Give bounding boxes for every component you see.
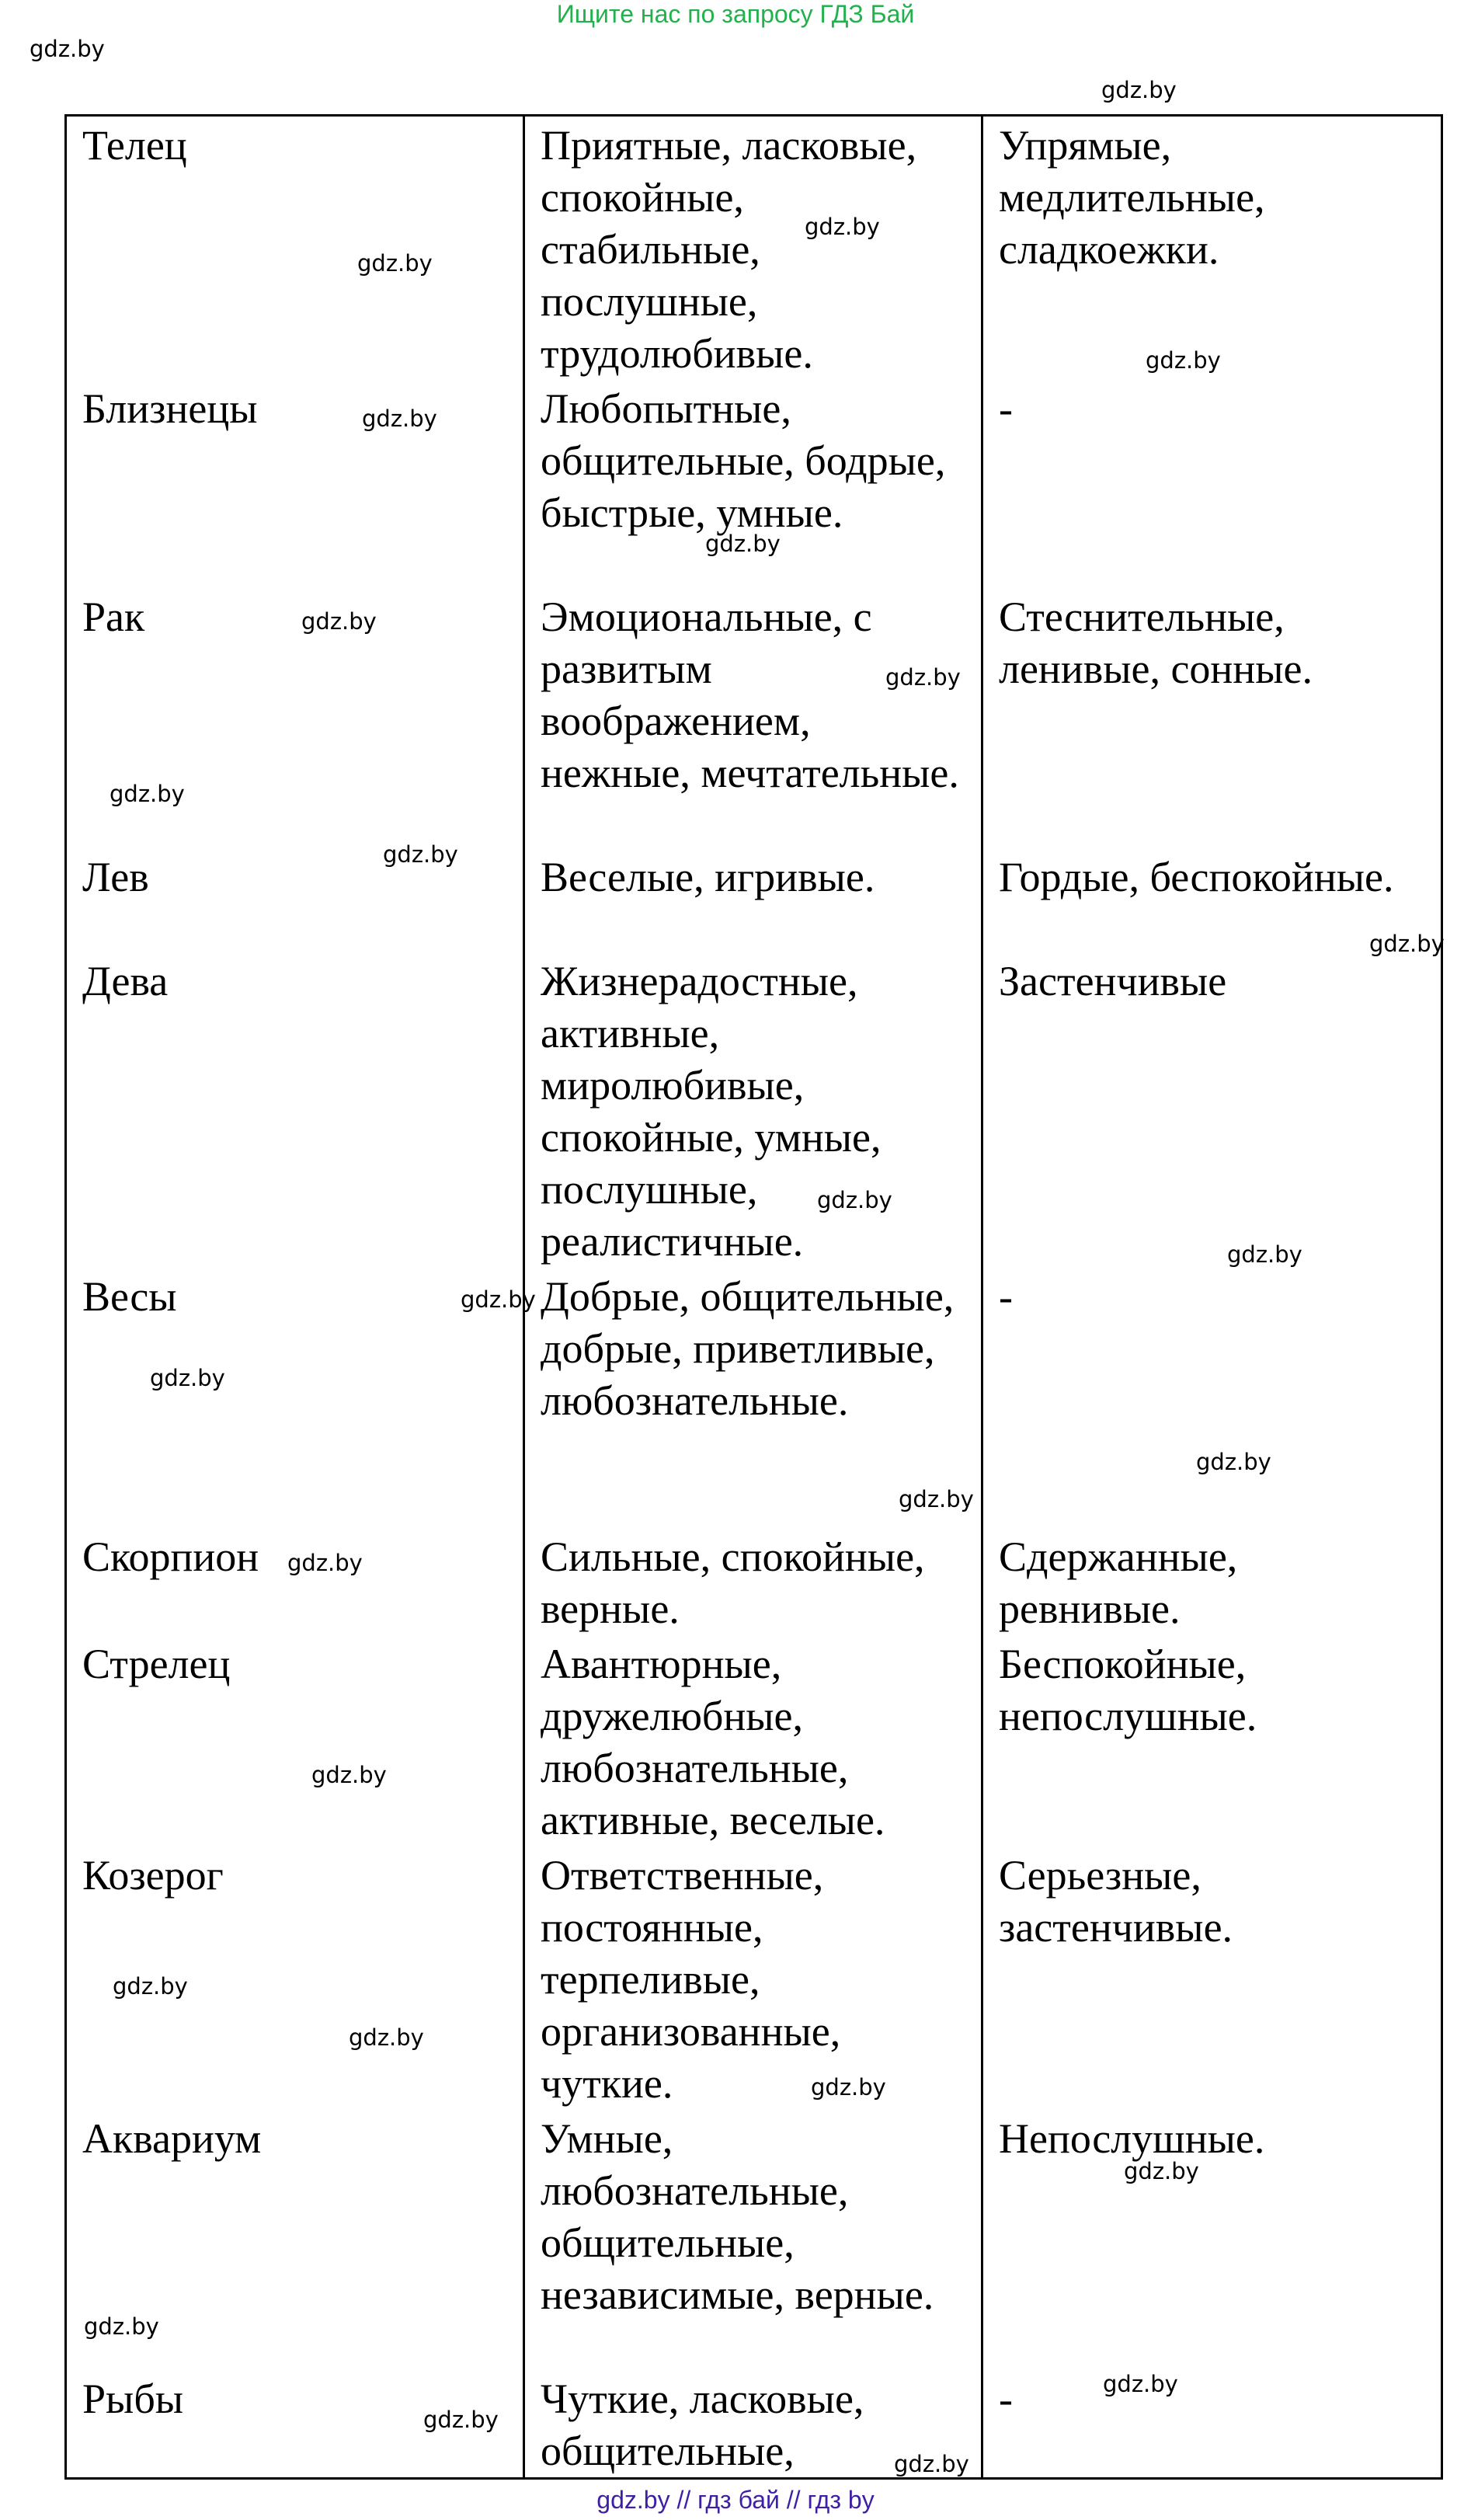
sign-cell: Телец [66,116,524,381]
watermark: gdz.by [1196,1449,1271,1475]
negative-traits-cell: - [982,1268,1442,1528]
table-row [66,1635,1442,1846]
table-row [66,2110,1442,2370]
table-row [66,2370,1442,2479]
sign-cell: Скорпион [66,1528,524,1635]
table-row [66,1268,1442,1528]
watermark: gdz.by [287,1550,363,1576]
watermark: gdz.by [301,608,377,635]
positive-traits-cell: Чуткие, ласковые, общительные, [524,2370,982,2479]
sign-cell: Рак [66,588,524,848]
watermark: gdz.by [1124,2158,1199,2184]
watermark: gdz.by [423,2407,499,2433]
watermark: gdz.by [705,531,781,557]
sign-cell: Близнецы [66,380,524,588]
watermark: gdz.by [1369,931,1445,957]
watermark: gdz.by [30,36,105,62]
watermark: gdz.by [1101,77,1177,103]
negative-traits-cell: - [982,380,1442,588]
watermark: gdz.by [150,1365,225,1391]
table-row [66,952,1442,1268]
positive-traits-cell: Сильные, спокойные, верные. [524,1528,982,1635]
positive-traits-cell: Умные, любознательные, общительные, независимые, верные. [524,2110,982,2370]
positive-traits-cell: Веселые, игривые. [524,848,982,952]
watermark: gdz.by [1146,347,1221,374]
table-row [66,116,1442,381]
negative-traits-cell: Гордые, беспокойные. [982,848,1442,952]
negative-traits-cell: Непослушные. [982,2110,1442,2370]
watermark: gdz.by [357,250,433,277]
watermark: gdz.by [113,1973,188,2000]
positive-traits-cell: Эмоциональные, с развитым воображением, нежные, мечтательные. [524,588,982,848]
sign-cell: Весы [66,1268,524,1528]
positive-traits-cell: Добрые, общительные, добрые, приветливые, любознательные. [524,1268,982,1528]
negative-traits-cell: Сдержанные, ревнивые. [982,1528,1442,1635]
negative-traits-cell: - [982,2370,1442,2479]
table-row [66,848,1442,952]
sign-cell: Лев [66,848,524,952]
watermark: gdz.by [349,2024,424,2051]
positive-traits-cell: Жизнерадостные, активные, миролюбивые, спокойные, умные, послушные, реалистичные. [524,952,982,1268]
watermark: gdz.by [1227,1241,1302,1268]
watermark: gdz.by [1103,2371,1178,2397]
sign-cell: Рыбы [66,2370,524,2479]
sign-cell: Козерог [66,1846,524,2110]
positive-traits-cell: Ответственные, постоянные, терпеливые, организованные, чуткие. [524,1846,982,2110]
negative-traits-cell: Стеснительные, ленивые, сонные. [982,588,1442,848]
table-row [66,588,1442,848]
top-banner[interactable]: Ищите нас по запросу ГДЗ Бай [556,0,915,28]
negative-traits-cell: Застенчивые [982,952,1442,1268]
zodiac-table [64,114,1443,2480]
watermark: gdz.by [110,781,185,807]
table-row [66,1846,1442,2110]
watermark: gdz.by [894,2451,969,2477]
positive-traits-cell: Авантюрные, дружелюбные, любознательные, активные, веселые. [524,1635,982,1846]
positive-traits-cell: Любопытные, общительные, бодрые, быстрые, умные. [524,380,982,588]
watermark: gdz.by [362,405,437,432]
watermark: gdz.by [383,841,458,868]
watermark: gdz.by [885,664,961,691]
table-row [66,1528,1442,1635]
watermark: gdz.by [899,1486,974,1512]
watermark: gdz.by [84,2313,159,2340]
footer-links[interactable]: gdz.by // гдз бай // гдз by [596,2486,875,2514]
watermark: gdz.by [461,1286,536,1313]
sign-cell: Стрелец [66,1635,524,1846]
watermark: gdz.by [805,214,880,240]
sign-cell: Дева [66,952,524,1268]
negative-traits-cell: Серьезные, застенчивые. [982,1846,1442,2110]
watermark: gdz.by [811,2074,886,2101]
negative-traits-cell: Упрямые, медлительные, сладкоежки. [982,116,1442,381]
negative-traits-cell: Беспокойные, непослушные. [982,1635,1442,1846]
watermark: gdz.by [817,1187,892,1213]
sign-cell: Аквариум [66,2110,524,2370]
positive-traits-cell: Приятные, ласковые, спокойные, стабильные, послушные, трудолюбивые. [524,116,982,381]
watermark: gdz.by [311,1762,387,1788]
